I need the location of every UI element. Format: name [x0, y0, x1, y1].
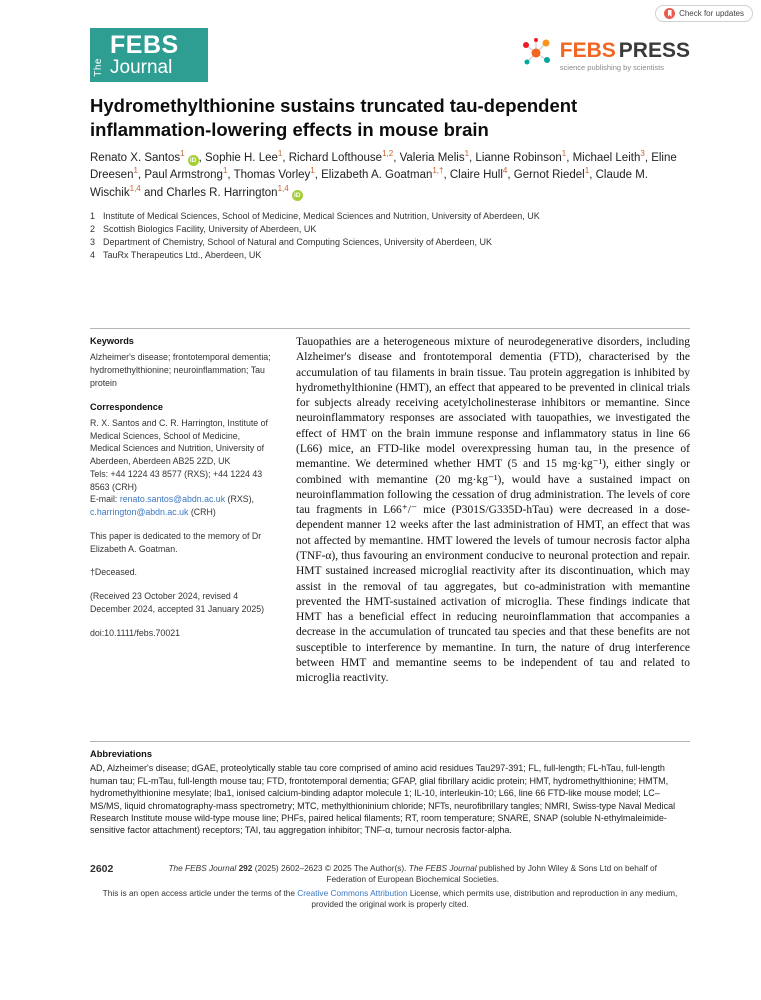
page-number: 2602	[90, 862, 114, 875]
logo-row	[90, 0, 690, 82]
article-body	[90, 329, 690, 686]
dedication-text: This paper is dedicated to the memory of Dr Elizabeth A. Goatman.	[90, 530, 262, 554]
email-crh-suffix: (CRH)	[188, 507, 216, 518]
open-access-prefix: This is an open access article under the terms of the	[102, 888, 298, 899]
abstract-text: Tauopathies are a heterogeneous mixture of neurodegenerative disorders, including Alzheimer's disease and frontotemporal dementia (FTD), characterised by the accumulation of tau filaments in brain tissue. Tau protein aggregation is inhibited by hydromethylthionine (HMT), an effect that appeared to be prevented in clinical trials for subjects already receiving acetylcholinesterase inhibitors or memantine. Since neuroinflammatory responses are associated with tauopathies, we investigated the effect of HMT on the brain immune response and inflammatory status in line 66 (L66) mice, an FTD-like model overexpressing human tau, in the presence of memantine. We determined whether HMT (5 and 15 mg·kg⁻¹), either singly or combined with memantine (20 mg·kg⁻¹), would have a sustained impact on neuroinflammation following the cessation of drug administration. The levels of core tau fragments in L66⁺/⁻ mice (P301S/G335D-hTau) were decreased in a dose-dependent manner 12 weeks after the last administration of HMT, an effect that was not affected by memantine. HMT lowered the levels of tumour necrosis factor alpha (TNF-α), thus favouring an environment conducive to neuronal protection and repair. HMT sustained increased microglial reactivity after its discontinuation, which may assist in the removal of tau aggregates, but co-administration with memantine prevented the HMT-sustained activation of microglia. These findings indicate that HMT has a beneficial effect in reducing neuroinflammation that accompanies a decrease in the accumulation of truncated tau species and that these benefits are not susceptible to interference by memantine. In turn, the nature of drug interference between HMT and memantine seems to be independent of tau and related to microglia reactivity.	[296, 336, 690, 685]
author: Thomas Vorley$^1$	[233, 166, 315, 182]
affiliation	[90, 249, 690, 262]
author-affiliation-sup: 1	[277, 149, 283, 159]
press-press-text: PRESS	[618, 38, 690, 62]
open-access-line	[90, 888, 690, 910]
abbreviations-heading: Abbreviations	[90, 748, 152, 759]
author: Eline Dreesen$^1$	[90, 152, 677, 182]
check-for-updates-button[interactable]	[655, 5, 753, 22]
correspondence-heading: Correspondence	[90, 401, 164, 412]
email-label: E-mail:	[90, 494, 120, 505]
received-dates	[90, 590, 272, 616]
author-affiliation-sup: 1	[464, 149, 470, 159]
keywords-text: Alzheimer's disease; frontotemporal dementia; hydromethylthionine; neuroinflammation; Tau protein	[90, 352, 271, 388]
affiliation	[90, 223, 690, 236]
affiliation-number: 3	[90, 236, 96, 247]
citation-volume: 292	[238, 862, 253, 873]
deceased-note	[90, 566, 272, 579]
author-list: Renato X. Santos$^1$iD , Sophie H. Lee$^1$, Richard Lofthouse$^{1,2}$, Valeria Melis$^1$, Lianne Robinson$^1$, Michael Leith$^3$, Eline Dreesen$^1$, Paul Armstrong$^1$, Thomas Vorley$^1$, Elizabeth A. Goatman$^{1,\dagger}$, Claire Hull$^4$, Gernot Riedel$^1$, Claude M. Wischik$^{1,4}$ and Charles R. Harrington$^{1,4}$iD	[90, 149, 677, 199]
email-rxs-suffix: (RXS),	[225, 494, 254, 505]
febs-press-molecule-icon	[519, 36, 553, 75]
author: Lianne Robinson$^1$	[475, 149, 567, 165]
affiliation	[90, 236, 690, 249]
correspondence-tels: Tels: +44 1224 43 8577 (RXS); +44 1224 43 8563 (CRH)	[90, 468, 263, 492]
affiliation-text: Institute of Medical Sciences, School of Medicine, Medical Sciences and Nutrition, University of Aberdeen, UK	[103, 210, 540, 221]
febs-press-logo	[519, 36, 690, 75]
check-for-updates-label: Check for updates	[679, 9, 744, 18]
citation-pages: (2025) 2602–2623 © 2025 The Author(s).	[252, 862, 409, 873]
author: Michael Leith$^3$	[572, 149, 645, 165]
author: Claire Hull$^4$	[449, 166, 508, 182]
affiliation-number: 2	[90, 223, 96, 234]
affiliation-text: Scottish Biologics Facility, University of Aberdeen, UK	[103, 223, 317, 234]
author-affiliation-sup: 1,2	[382, 149, 394, 159]
author-affiliation-sup: 1,†	[432, 166, 444, 176]
author: Elizabeth A. Goatman$^{1,\dagger}$	[321, 166, 444, 182]
febs-press-wordmark	[560, 40, 690, 72]
email-link-rxs[interactable]: renato.santos@abdn.ac.uk	[119, 494, 226, 505]
author-affiliation-sup: 1	[310, 166, 315, 176]
creative-commons-link[interactable]: Creative Commons Attribution	[297, 888, 408, 899]
affiliation-text: Department of Chemistry, School of Natural and Computing Sciences, University of Aberdeen, UK	[103, 236, 493, 247]
author-affiliation-sup: 1,4	[129, 183, 141, 193]
author-affiliation-sup: 1	[133, 166, 138, 176]
abbreviations-text: AD, Alzheimer's disease; dGAE, proteolytically stable tau core comprised of amino acid residues Tau297-391; FL, full-length; FL-hTau, full-length human tau; FL-mTau, full-length mouse tau; FTD, frontotemporal dementia; GFAP, glial fibrillary acidic protein; HMT, hydromethylthionine; HMTM, hydromethylthionine mesylate; Iba1, ionised calcium-binding adaptor molecule 1; IL-10, interleukin-10; L66, line 66 FTD-like mouse model; LC–MS/MS, liquid chromatography-mass spectrometry; MTC, methylthioninium chloride; NFTs, neurofibrillary tangles; NMRI, Swiss-type Naval Medical Research Institute mouse wild-type mouse line; PHFs, paired helical filaments; RT, room temperature; SNARE, SNAP (soluble N-ethylmaleimide-sensitive factor attachment) receptors; TAI, tau aggregation inhibitor; TNF-α, tumour necrosis factor-alpha.	[90, 763, 676, 836]
author-affiliation-sup: 1	[561, 149, 567, 159]
article-title: Hydromethylthionine sustains truncated tau-dependent inflammation-lowering effects in mouse brain	[90, 95, 578, 141]
article-sidebar	[90, 335, 272, 686]
email-link-crh[interactable]: c.harrington@abdn.ac.uk	[90, 507, 189, 518]
affiliation	[90, 210, 690, 223]
affiliation-list	[90, 210, 690, 262]
author-affiliation-sup: 1,4	[277, 183, 289, 193]
journal-logo-main	[110, 32, 179, 78]
abbreviations-section	[90, 742, 690, 837]
correspondence-block	[90, 401, 272, 519]
febs-journal-logo	[90, 28, 208, 82]
doi-text: doi:10.1111/febs.70021	[90, 627, 180, 638]
citation-publisher: published by John Wiley & Sons Ltd on behalf of Federation of European Biochemical Societies.	[326, 862, 657, 884]
orcid-icon[interactable]: iD	[188, 155, 199, 166]
correspondence-address: R. X. Santos and C. R. Harrington, Institute of Medical Sciences, School of Medicine, Medical Sciences and Nutrition, University of Aberdeen, Aberdeen AB25 2ZD, UK	[90, 417, 268, 467]
deceased-text: †Deceased.	[90, 567, 137, 578]
press-febs-text: FEBS	[559, 38, 616, 62]
received-text: (Received 23 October 2024, revised 4 December 2024, accepted 31 January 2025)	[90, 591, 265, 614]
correspondence-email	[90, 493, 272, 519]
journal-logo-the: The	[93, 58, 104, 77]
citation-line	[163, 863, 663, 885]
open-access-suffix: License, which permits use, distribution and reproduction in any medium, provided the original work is properly cited.	[311, 888, 678, 910]
affiliation-text: TauRx Therapeutics Ltd., Aberdeen, UK	[103, 249, 262, 260]
author: Valeria Melis$^1$	[399, 149, 470, 165]
author: Renato X. Santos$^1$iD	[90, 152, 199, 164]
affiliation-number: 1	[90, 210, 96, 221]
citation-journal-name-2: The FEBS Journal	[408, 862, 477, 873]
keywords-block	[90, 335, 272, 390]
affiliation-number: 4	[90, 249, 96, 260]
author-affiliation-sup: 1	[222, 166, 228, 176]
author: Gernot Riedel$^1$	[513, 166, 590, 182]
author-affiliation-sup: 1	[584, 166, 590, 176]
author: Claude M. Wischik$^{1,4}$	[90, 169, 648, 199]
author-affiliation-sup: 3	[640, 149, 645, 159]
author-affiliation-sup: 1	[180, 149, 185, 159]
footer	[90, 863, 690, 911]
journal-logo-journal: Journal	[110, 57, 173, 79]
doi-block	[90, 627, 272, 640]
author: Richard Lofthouse$^{1,2}$	[288, 149, 394, 165]
dedication-note	[90, 530, 272, 556]
author: and Charles R. Harrington$^{1,4}$iD	[144, 187, 303, 199]
crossmark-icon	[664, 8, 675, 19]
author: Paul Armstrong$^1$	[144, 166, 228, 182]
keywords-heading: Keywords	[90, 336, 134, 347]
press-tagline: science publishing by scientists	[559, 62, 665, 72]
citation-journal-name: The FEBS Journal	[168, 862, 239, 873]
author: Sophie H. Lee$^1$	[205, 149, 283, 165]
author-affiliation-sup: 4	[502, 166, 508, 176]
journal-logo-febs: FEBS	[110, 31, 179, 59]
orcid-icon[interactable]: iD	[292, 190, 303, 201]
